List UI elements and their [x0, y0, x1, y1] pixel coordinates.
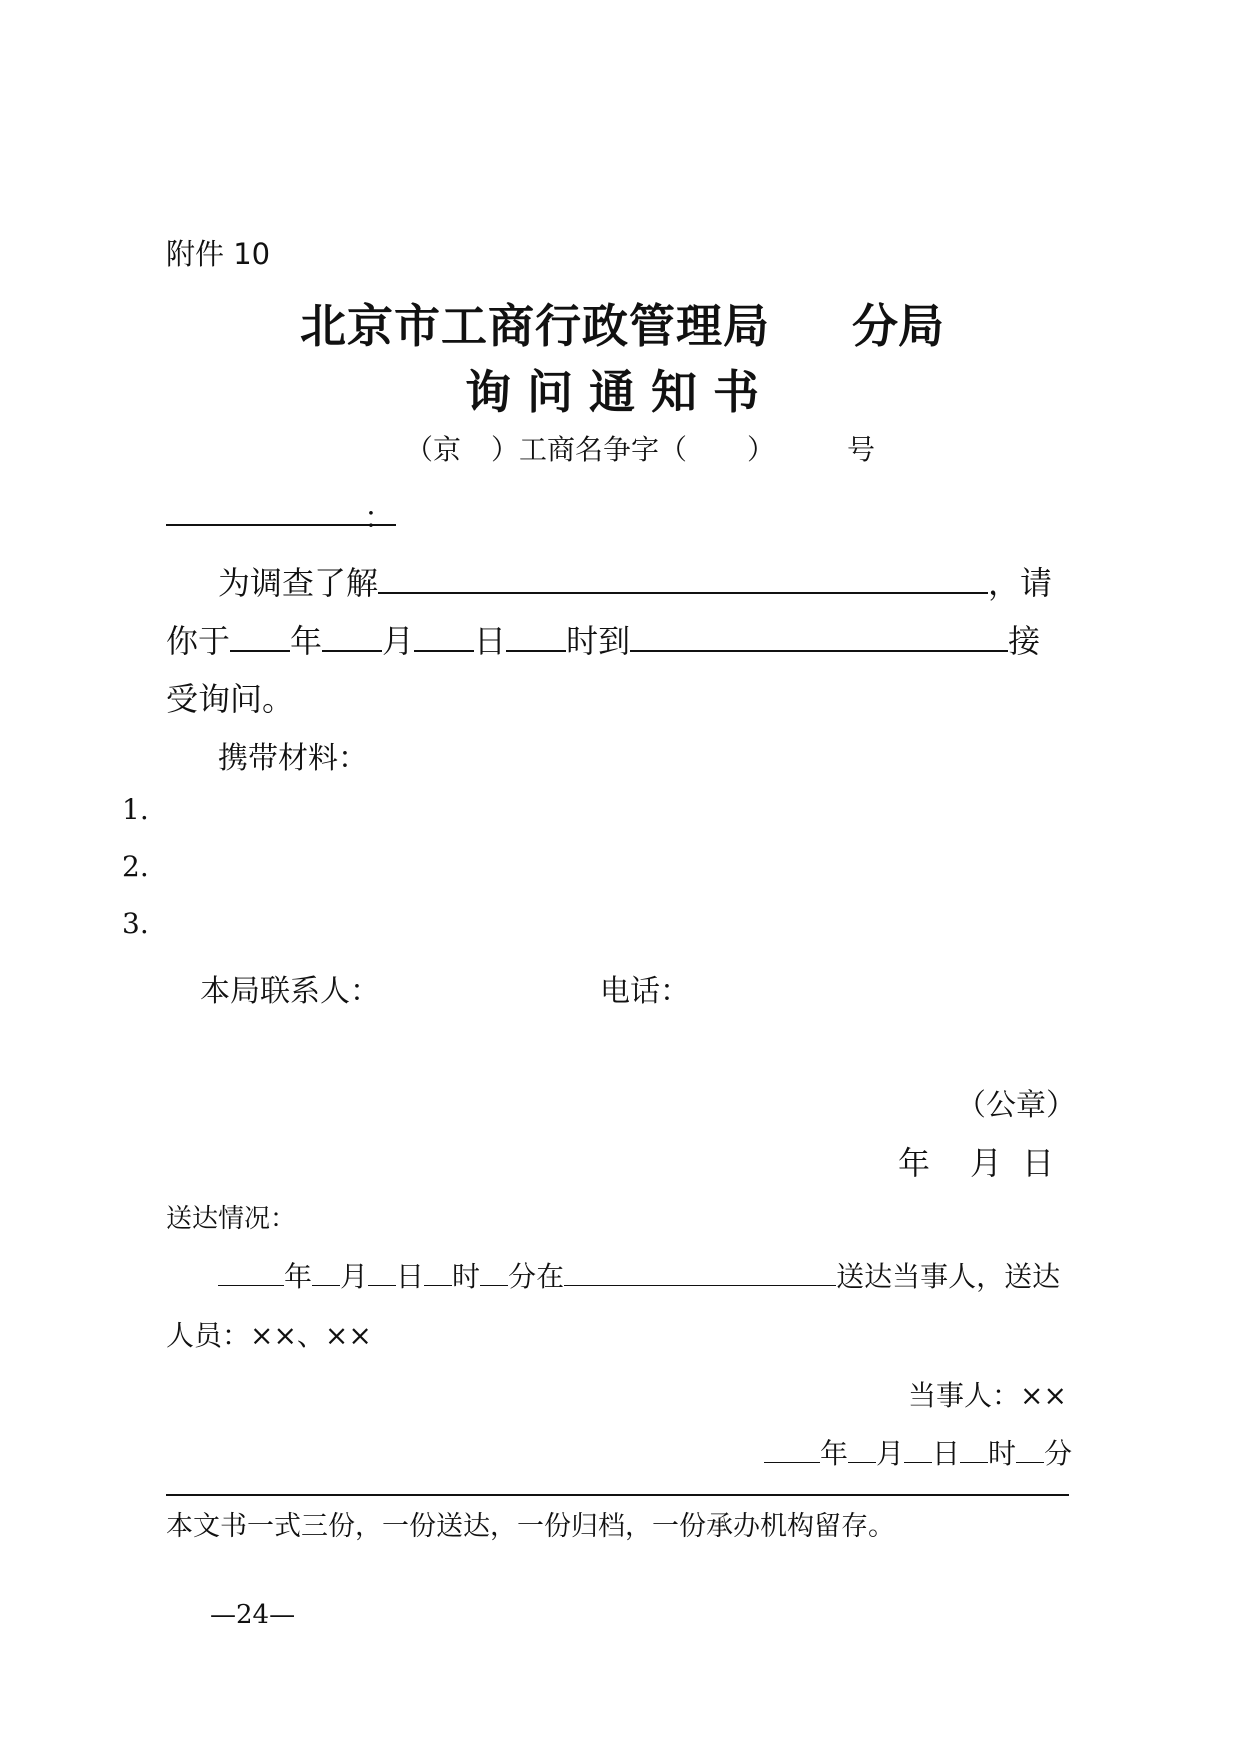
investigate-text: 为调查了解: [218, 564, 379, 602]
seal-day: 日: [1022, 1144, 1055, 1182]
material-item-1: 1.: [122, 793, 149, 826]
materials-label: 携带材料：: [218, 741, 368, 776]
party-year-label: 年: [820, 1437, 849, 1470]
doc-no-mid: ）工商名争字（: [491, 433, 688, 466]
body-line-2: [166, 616, 1040, 662]
footer-divider: [166, 1494, 1069, 1496]
delivery-year-label: 年: [284, 1260, 313, 1293]
hour-blank: [506, 620, 566, 652]
party-month-blank: [848, 1436, 876, 1463]
line2-end: 接: [1008, 622, 1041, 660]
day-blank: [414, 620, 474, 652]
month-label: 月: [382, 622, 415, 660]
party-sign-time: [764, 1432, 1072, 1472]
body-line-3: 受询问。: [166, 680, 295, 718]
month-blank: [322, 620, 382, 652]
doc-no-close: ）: [747, 433, 776, 466]
delivery-location-blank: [564, 1259, 836, 1286]
doc-no-suffix: 号: [847, 433, 876, 466]
title-bureau: 北京市工商行政管理局: [300, 299, 770, 353]
party-year-blank: [764, 1436, 820, 1463]
delivery-line: [218, 1255, 1060, 1295]
line1-end: ，请: [988, 564, 1053, 602]
addressee-colon: ：: [364, 501, 394, 536]
addressee-line: [166, 498, 396, 526]
line2-start: 你于: [166, 622, 231, 660]
party-month-label: 月: [876, 1437, 905, 1470]
delivery-line-end: 送达当事人，送达: [836, 1260, 1061, 1293]
delivery-hour-label: 时: [452, 1260, 481, 1293]
delivery-staff: 人员：××、××: [166, 1319, 372, 1352]
footer-note: 本文书一式三份，一份送达，一份归档，一份承办机构留存。: [166, 1511, 895, 1542]
delivery-month-blank: [312, 1259, 340, 1286]
party-minute-label: 分: [1044, 1437, 1073, 1470]
material-item-3: 3.: [122, 907, 149, 940]
year-blank: [230, 620, 290, 652]
party-hour-label: 时: [988, 1437, 1017, 1470]
party-signature: 当事人：××: [908, 1379, 1067, 1412]
title-document: 询 问 通 知 书: [465, 365, 760, 419]
seal-month: 月: [970, 1144, 1003, 1182]
delivery-hour-blank: [424, 1259, 452, 1286]
delivery-month-label: 月: [340, 1260, 369, 1293]
party-day-blank: [904, 1436, 932, 1463]
party-day-label: 日: [932, 1437, 961, 1470]
material-item-2: 2.: [122, 850, 149, 883]
body-line-1: [218, 558, 1052, 604]
party-hour-blank: [960, 1436, 988, 1463]
investigate-subject-blank: [378, 562, 988, 594]
party-minute-blank: [1016, 1436, 1044, 1463]
phone-label: 电话：: [600, 974, 690, 1009]
attachment-label: 附件 10: [166, 237, 271, 271]
year-label: 年: [290, 622, 323, 660]
delivery-minute-blank: [480, 1259, 508, 1286]
day-label: 日: [474, 622, 507, 660]
seal-label: （公章）: [956, 1088, 1076, 1123]
title-branch: 分局: [852, 299, 944, 353]
delivery-minute-at-label: 分在: [508, 1260, 565, 1293]
location-blank: [630, 620, 1008, 652]
seal-date: [898, 1138, 1054, 1184]
delivery-year-blank: [218, 1259, 284, 1286]
delivery-day-blank: [368, 1259, 396, 1286]
doc-no-prefix: （京: [405, 433, 462, 466]
document-number: [405, 428, 875, 468]
contact-label: 本局联系人：: [200, 974, 380, 1009]
page-number: —24—: [210, 1600, 296, 1630]
hour-to-label: 时到: [566, 622, 631, 660]
delivery-day-label: 日: [396, 1260, 425, 1293]
seal-year: 年: [898, 1144, 931, 1182]
delivery-label: 送达情况：: [166, 1204, 297, 1234]
